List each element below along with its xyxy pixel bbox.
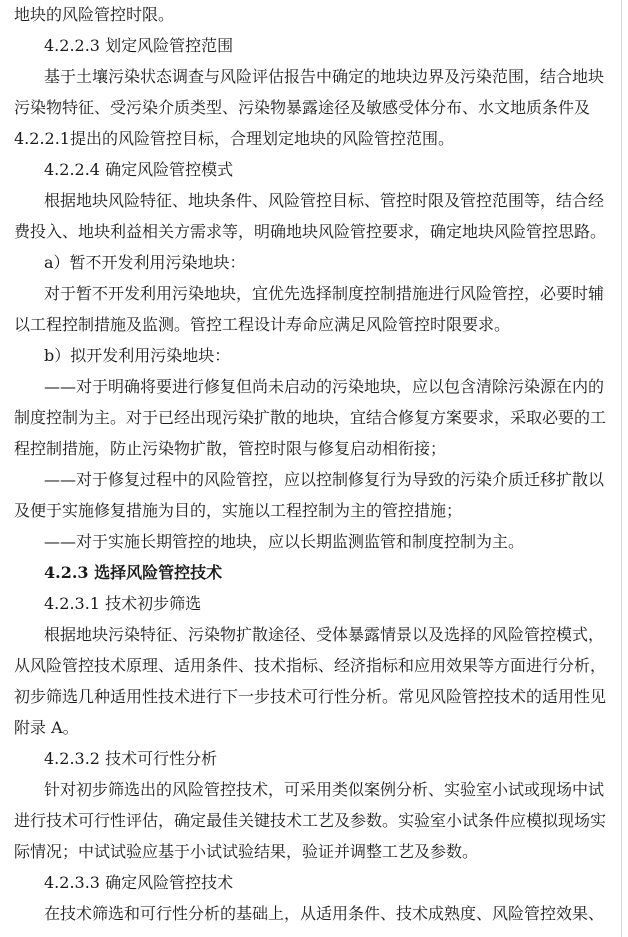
paragraph-line: 制度控制为主。对于已经出现污染扩散的地块，宜结合修复方案要求，采取必要的工 — [14, 408, 607, 427]
section-heading: 4.2.3.1 技术初步筛选 — [44, 594, 202, 613]
page-edge-rule — [621, 0, 622, 937]
paragraph-line: 进行技术可行性评估，确定最佳关键技术工艺及参数。实验室小试条件应模拟现场实 — [14, 811, 607, 830]
subsection-heading: 4.2.3 选择风险管控技术 — [44, 563, 223, 582]
paragraph-line: 以工程控制措施及监测。管控工程设计寿命应满足风险管控时限要求。 — [14, 315, 511, 334]
section-heading: 4.2.3.3 确定风险管控技术 — [44, 873, 234, 892]
paragraph-line: 初步筛选几种适用性技术进行下一步技术可行性分析。常见风险管控技术的适用性见 — [14, 687, 607, 706]
paragraph-line: 从风险管控技术原理、适用条件、技术指标、经济指标和应用效果等方面进行分析， — [14, 656, 607, 675]
paragraph-line: 对于暂不开发利用污染地块，宜优先选择制度控制措施进行风险管控，必要时辅 — [44, 284, 605, 303]
paragraph-line: 针对初步筛选出的风险管控技术，可采用类似案例分析、实验室小试或现场中试 — [44, 780, 605, 799]
paragraph-line: 费投入、地块利益相关方需求等，明确地块风险管控要求，确定地块风险管控思路。 — [14, 222, 607, 241]
list-item-label: b）拟开发利用污染地块： — [44, 346, 231, 365]
text-line: 地块的风险管控时限。 — [14, 5, 175, 24]
paragraph-line: 程控制措施，防止污染物扩散，管控时限与修复启动相衔接； — [14, 439, 447, 458]
paragraph-line: ——对于实施长期管控的地块，应以长期监测监管和制度控制为主。 — [44, 532, 525, 551]
paragraph-line: ——对于修复过程中的风险管控，应以控制修复行为导致的污染介质迁移扩散以 — [44, 470, 605, 489]
paragraph-line: 根据地块风险特征、地块条件、风险管控目标、管控时限及管控范围等，结合经 — [44, 191, 605, 210]
paragraph-line: 根据地块污染特征、污染物扩散途径、受体暴露情景以及选择的风险管控模式， — [44, 625, 605, 644]
paragraph-line: 污染物特征、受污染介质类型、污染物暴露途径及敏感受体分布、水文地质条件及 — [14, 98, 591, 117]
paragraph-line: 附录 A。 — [14, 718, 79, 737]
list-item-label: a）暂不开发利用污染地块： — [44, 253, 246, 272]
section-heading: 4.2.3.2 技术可行性分析 — [44, 749, 218, 768]
section-heading: 4.2.2.4 确定风险管控模式 — [44, 160, 234, 179]
paragraph-line: 基于土壤污染状态调查与风险评估报告中确定的地块边界及污染范围，结合地块 — [44, 67, 605, 86]
paragraph-line: 4.2.2.1提出的风险管控目标，合理划定地块的风险管控范围。 — [14, 129, 454, 148]
paragraph-line: 及便于实施修复措施为目的，实施以工程控制为主的管控措施； — [14, 501, 463, 520]
paragraph-line: ——对于明确将要进行修复但尚未启动的污染地块，应以包含清除污染源在内的 — [44, 377, 605, 396]
section-heading: 4.2.2.3 划定风险管控范围 — [44, 36, 234, 55]
paragraph-line: 际情况；中试试验应基于小试试验结果，验证并调整工艺及参数。 — [14, 842, 479, 861]
paragraph-line: 在技术筛选和可行性分析的基础上，从适用条件、技术成熟度、风险管控效果、 — [44, 904, 605, 923]
